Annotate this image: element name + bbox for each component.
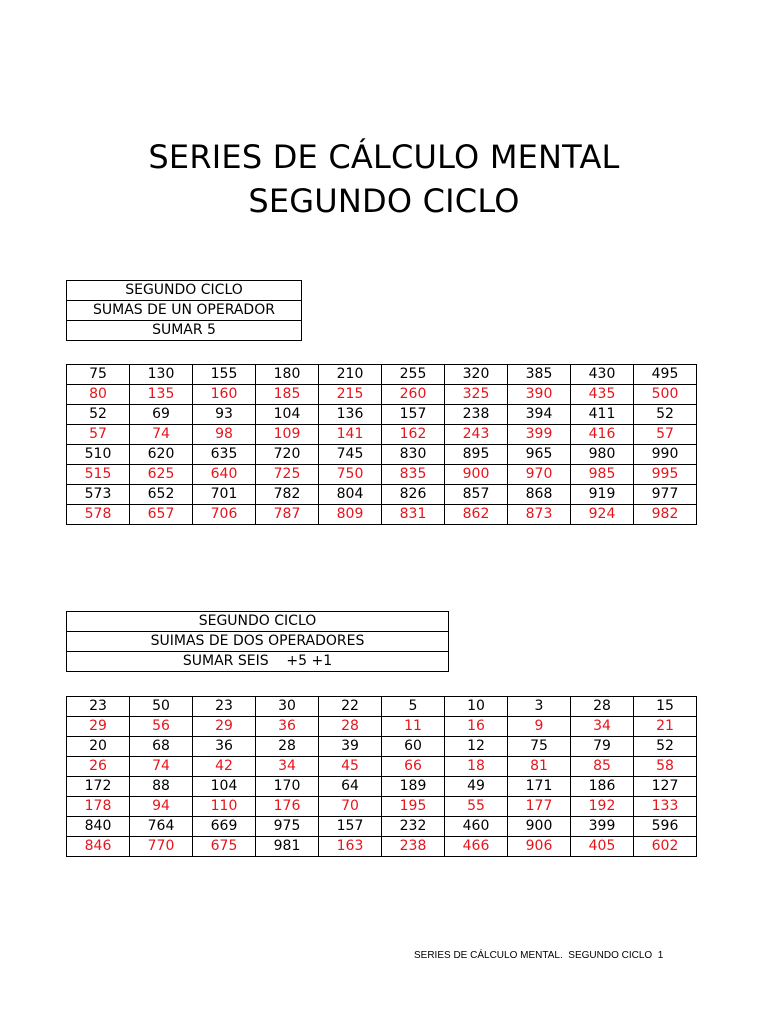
- answer-cell: 750: [319, 465, 382, 485]
- question-row: [67, 697, 697, 717]
- section-1-header-box: [66, 280, 302, 341]
- question-cell: 635: [193, 445, 256, 465]
- answer-cell: 862: [445, 505, 508, 525]
- answer-row: [67, 385, 697, 405]
- answer-cell: 625: [130, 465, 193, 485]
- answer-cell: 192: [571, 797, 634, 817]
- answer-cell: 416: [571, 425, 634, 445]
- question-row: [67, 405, 697, 425]
- answer-cell: 178: [67, 797, 130, 817]
- question-cell: 79: [571, 737, 634, 757]
- answer-cell: 28: [319, 717, 382, 737]
- question-cell: 75: [508, 737, 571, 757]
- answer-cell: 195: [382, 797, 445, 817]
- question-cell: 919: [571, 485, 634, 505]
- question-cell: 965: [508, 445, 571, 465]
- answer-cell: 21: [634, 717, 697, 737]
- question-cell: 172: [67, 777, 130, 797]
- question-row: [67, 485, 697, 505]
- page-footer: SERIES DE CÁLCULO MENTAL. SEGUNDO CICLO 1: [414, 950, 664, 961]
- question-cell: 394: [508, 405, 571, 425]
- title-line-2: SEGUNDO CICLO: [248, 182, 520, 220]
- answer-row: [67, 717, 697, 737]
- question-cell: 60: [382, 737, 445, 757]
- answer-cell: 45: [319, 757, 382, 777]
- question-cell: 232: [382, 817, 445, 837]
- question-cell: 573: [67, 485, 130, 505]
- question-cell: 980: [571, 445, 634, 465]
- question-cell: 170: [256, 777, 319, 797]
- answer-cell: 900: [445, 465, 508, 485]
- question-cell: 136: [319, 405, 382, 425]
- question-cell: 36: [193, 737, 256, 757]
- question-cell: 804: [319, 485, 382, 505]
- question-cell: 10: [445, 697, 508, 717]
- question-cell: 12: [445, 737, 508, 757]
- answer-cell: 725: [256, 465, 319, 485]
- question-cell: 39: [319, 737, 382, 757]
- answer-cell: 109: [256, 425, 319, 445]
- question-cell: 155: [193, 365, 256, 385]
- question-cell: 596: [634, 817, 697, 837]
- question-cell: 69: [130, 405, 193, 425]
- answer-cell: 81: [508, 757, 571, 777]
- answer-cell: 657: [130, 505, 193, 525]
- question-cell: 186: [571, 777, 634, 797]
- section-1-operation-label: SUMAS DE UN OPERADOR: [67, 301, 302, 321]
- question-cell: 399: [571, 817, 634, 837]
- answer-cell: 500: [634, 385, 697, 405]
- question-cell: 49: [445, 777, 508, 797]
- question-cell: 104: [256, 405, 319, 425]
- question-cell: 669: [193, 817, 256, 837]
- question-cell: 840: [67, 817, 130, 837]
- question-cell: 93: [193, 405, 256, 425]
- answer-cell: 55: [445, 797, 508, 817]
- answer-cell: 706: [193, 505, 256, 525]
- question-cell: 28: [571, 697, 634, 717]
- answer-row: [67, 797, 697, 817]
- question-cell: 510: [67, 445, 130, 465]
- question-cell: 3: [508, 697, 571, 717]
- answer-cell: 846: [67, 837, 130, 857]
- answer-cell: 36: [256, 717, 319, 737]
- answer-row: [67, 505, 697, 525]
- question-cell: 5: [382, 697, 445, 717]
- answer-cell: 141: [319, 425, 382, 445]
- answer-cell: 85: [571, 757, 634, 777]
- answer-cell: 675: [193, 837, 256, 857]
- question-cell: 28: [256, 737, 319, 757]
- question-cell: 895: [445, 445, 508, 465]
- question-cell: 130: [130, 365, 193, 385]
- question-cell: 64: [319, 777, 382, 797]
- answer-cell: 515: [67, 465, 130, 485]
- answer-cell: 325: [445, 385, 508, 405]
- question-cell: 868: [508, 485, 571, 505]
- answer-cell: 42: [193, 757, 256, 777]
- answer-cell: 74: [130, 425, 193, 445]
- question-cell: 430: [571, 365, 634, 385]
- answer-cell: 924: [571, 505, 634, 525]
- question-cell: 320: [445, 365, 508, 385]
- answer-cell: 185: [256, 385, 319, 405]
- answer-cell: 985: [571, 465, 634, 485]
- answer-cell: 602: [634, 837, 697, 857]
- answer-row: [67, 465, 697, 485]
- question-cell: 189: [382, 777, 445, 797]
- answer-cell: 906: [508, 837, 571, 857]
- answer-cell: 831: [382, 505, 445, 525]
- answer-cell: 640: [193, 465, 256, 485]
- question-cell: 180: [256, 365, 319, 385]
- answer-cell: 56: [130, 717, 193, 737]
- answer-cell: 243: [445, 425, 508, 445]
- answer-cell: 981: [256, 837, 319, 857]
- answer-cell: 770: [130, 837, 193, 857]
- answer-cell: 435: [571, 385, 634, 405]
- question-cell: 20: [67, 737, 130, 757]
- answer-row: [67, 425, 697, 445]
- question-cell: 23: [193, 697, 256, 717]
- question-cell: 900: [508, 817, 571, 837]
- question-cell: 745: [319, 445, 382, 465]
- question-cell: 652: [130, 485, 193, 505]
- answer-cell: 18: [445, 757, 508, 777]
- question-cell: 210: [319, 365, 382, 385]
- question-cell: 990: [634, 445, 697, 465]
- question-cell: 157: [382, 405, 445, 425]
- answer-cell: 405: [571, 837, 634, 857]
- answer-cell: 162: [382, 425, 445, 445]
- question-cell: 977: [634, 485, 697, 505]
- answer-cell: 57: [67, 425, 130, 445]
- question-cell: 23: [67, 697, 130, 717]
- answer-cell: 260: [382, 385, 445, 405]
- answer-cell: 835: [382, 465, 445, 485]
- section-1-series-table: [66, 364, 697, 525]
- answer-cell: 133: [634, 797, 697, 817]
- section-2-rule-label: SUMAR SEIS +5 +1: [67, 652, 449, 672]
- question-cell: 52: [634, 405, 697, 425]
- answer-cell: 58: [634, 757, 697, 777]
- answer-cell: 94: [130, 797, 193, 817]
- question-cell: 88: [130, 777, 193, 797]
- answer-cell: 74: [130, 757, 193, 777]
- question-cell: 15: [634, 697, 697, 717]
- answer-cell: 176: [256, 797, 319, 817]
- answer-cell: 215: [319, 385, 382, 405]
- question-cell: 620: [130, 445, 193, 465]
- question-cell: 52: [634, 737, 697, 757]
- answer-cell: 70: [319, 797, 382, 817]
- answer-cell: 110: [193, 797, 256, 817]
- answer-cell: 34: [256, 757, 319, 777]
- question-cell: 495: [634, 365, 697, 385]
- answer-cell: 399: [508, 425, 571, 445]
- answer-cell: 80: [67, 385, 130, 405]
- question-cell: 720: [256, 445, 319, 465]
- section-1-cycle-label: SEGUNDO CICLO: [67, 281, 302, 301]
- question-cell: 50: [130, 697, 193, 717]
- answer-cell: 873: [508, 505, 571, 525]
- question-row: [67, 365, 697, 385]
- question-row: [67, 445, 697, 465]
- answer-cell: 390: [508, 385, 571, 405]
- answer-cell: 466: [445, 837, 508, 857]
- title-line-1: SERIES DE CÁLCULO MENTAL: [148, 138, 620, 176]
- answer-cell: 98: [193, 425, 256, 445]
- answer-cell: 26: [67, 757, 130, 777]
- answer-cell: 11: [382, 717, 445, 737]
- question-cell: 68: [130, 737, 193, 757]
- question-cell: 764: [130, 817, 193, 837]
- answer-cell: 160: [193, 385, 256, 405]
- answer-cell: 809: [319, 505, 382, 525]
- question-cell: 826: [382, 485, 445, 505]
- question-cell: 830: [382, 445, 445, 465]
- answer-cell: 787: [256, 505, 319, 525]
- answer-cell: 970: [508, 465, 571, 485]
- question-cell: 460: [445, 817, 508, 837]
- section-2-header-box: [66, 611, 449, 672]
- answer-row: [67, 757, 697, 777]
- answer-cell: 29: [67, 717, 130, 737]
- question-cell: 30: [256, 697, 319, 717]
- section-2-series-table: [66, 696, 697, 857]
- answer-cell: 57: [634, 425, 697, 445]
- question-cell: 701: [193, 485, 256, 505]
- answer-cell: 66: [382, 757, 445, 777]
- answer-cell: 16: [445, 717, 508, 737]
- question-row: [67, 777, 697, 797]
- question-cell: 857: [445, 485, 508, 505]
- question-cell: 22: [319, 697, 382, 717]
- answer-cell: 163: [319, 837, 382, 857]
- answer-cell: 238: [382, 837, 445, 857]
- answer-cell: 578: [67, 505, 130, 525]
- question-cell: 238: [445, 405, 508, 425]
- question-cell: 52: [67, 405, 130, 425]
- question-cell: 171: [508, 777, 571, 797]
- question-cell: 127: [634, 777, 697, 797]
- answer-cell: 29: [193, 717, 256, 737]
- answer-cell: 34: [571, 717, 634, 737]
- question-row: [67, 817, 697, 837]
- section-2-operation-label: SUIMAS DE DOS OPERADORES: [67, 632, 449, 652]
- section-2-cycle-label: SEGUNDO CICLO: [67, 612, 449, 632]
- answer-cell: 995: [634, 465, 697, 485]
- question-cell: 104: [193, 777, 256, 797]
- answer-row: [67, 837, 697, 857]
- answer-cell: 177: [508, 797, 571, 817]
- section-1-rule-label: SUMAR 5: [67, 321, 302, 341]
- answer-cell: 135: [130, 385, 193, 405]
- question-row: [67, 737, 697, 757]
- question-cell: 411: [571, 405, 634, 425]
- answer-cell: 982: [634, 505, 697, 525]
- question-cell: 975: [256, 817, 319, 837]
- question-cell: 255: [382, 365, 445, 385]
- question-cell: 157: [319, 817, 382, 837]
- question-cell: 782: [256, 485, 319, 505]
- question-cell: 75: [67, 365, 130, 385]
- question-cell: 385: [508, 365, 571, 385]
- answer-cell: 9: [508, 717, 571, 737]
